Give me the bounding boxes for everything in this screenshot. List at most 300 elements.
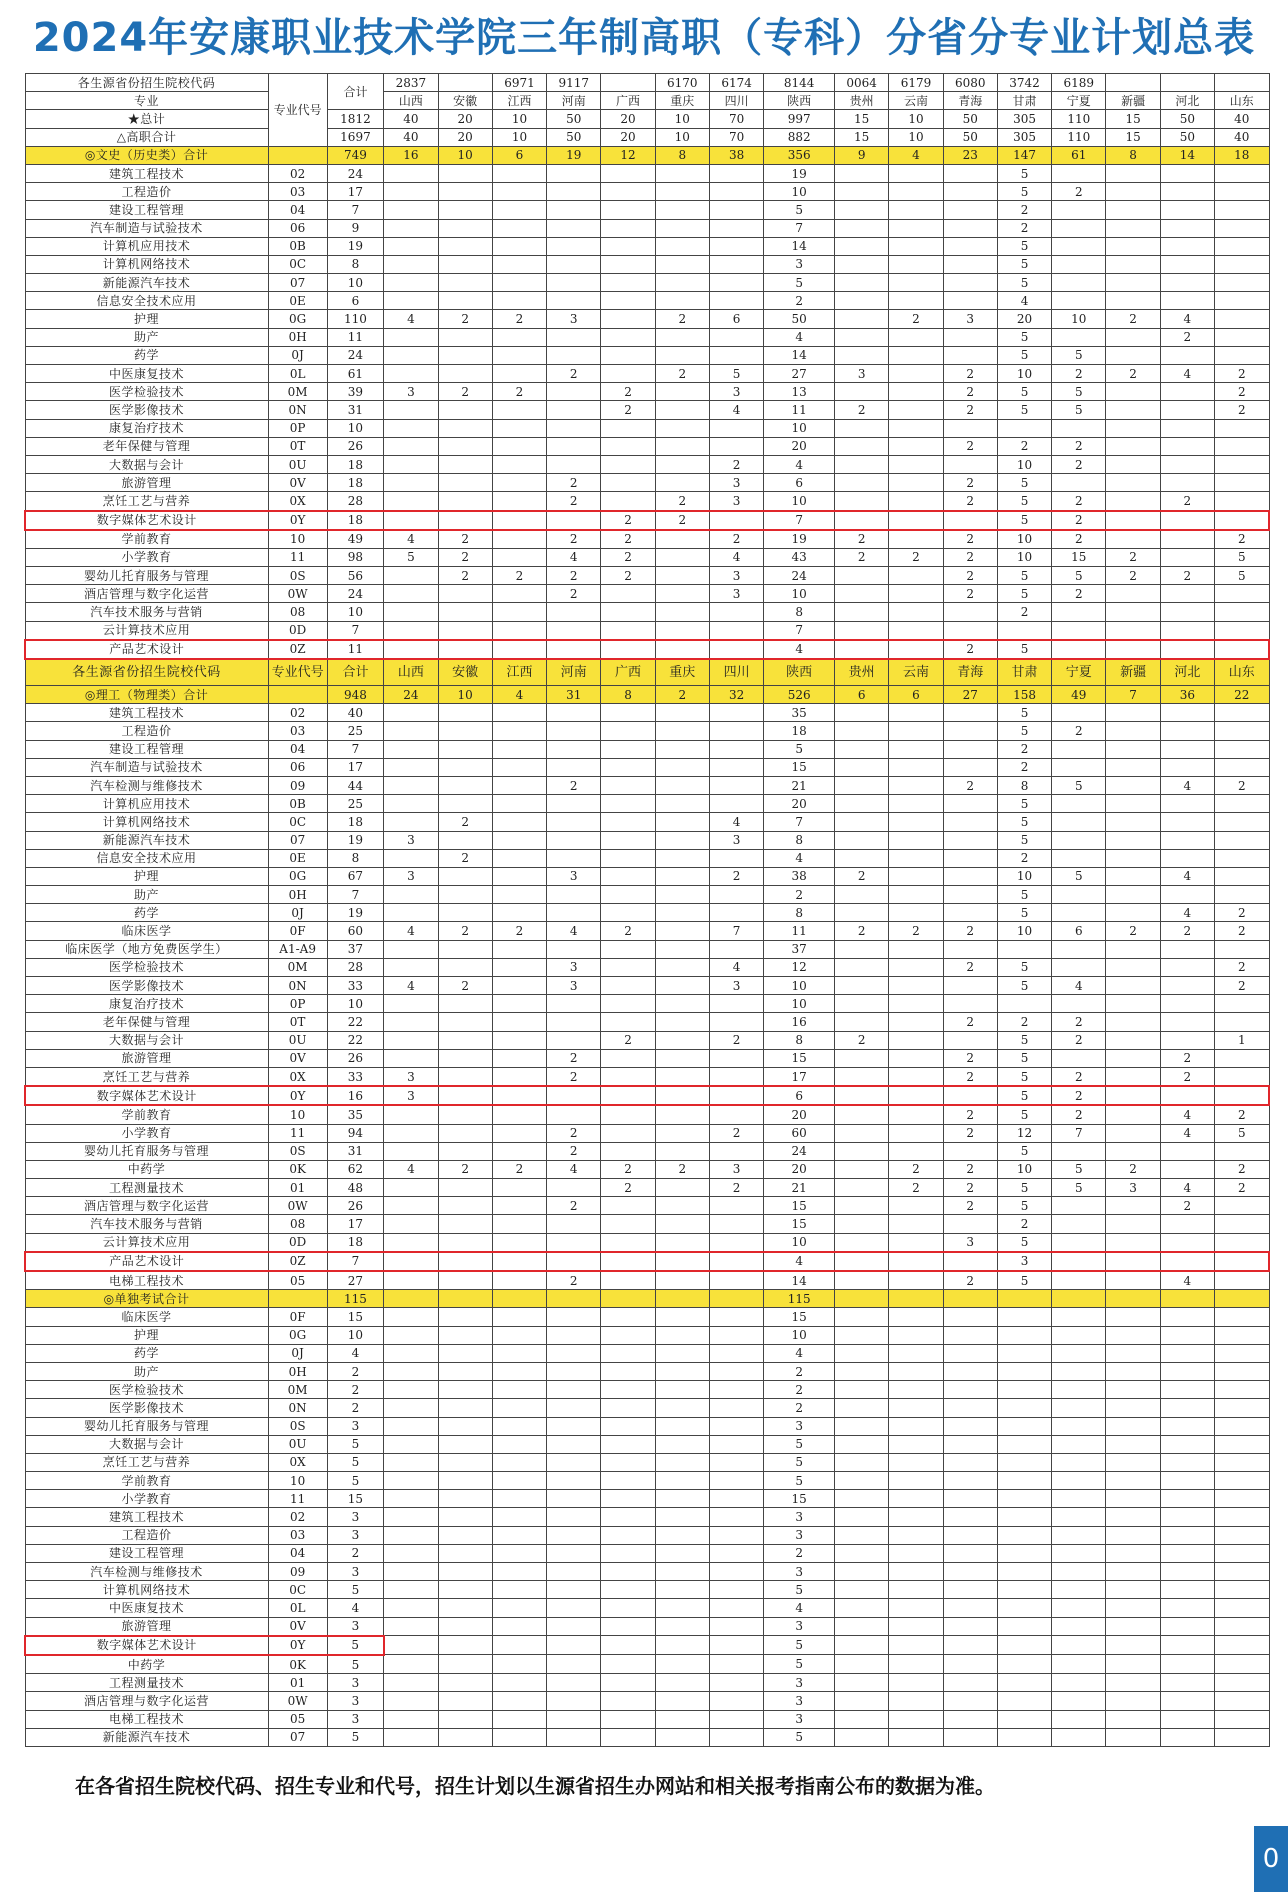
- plan-count-cell: [547, 201, 601, 219]
- vocational-total-cell: 10: [655, 128, 709, 146]
- plan-count-cell: 2: [943, 1049, 997, 1067]
- province-name-cell: 宁夏: [1052, 659, 1106, 686]
- plan-count-cell: [709, 1617, 763, 1636]
- plan-count-cell: 5: [997, 1271, 1051, 1290]
- province-code-cell: [601, 74, 655, 92]
- major-code-cell: 0C: [268, 1581, 327, 1599]
- plan-count-cell: [384, 585, 438, 603]
- plan-count-cell: 5: [997, 567, 1051, 585]
- plan-count-cell: 2: [1052, 455, 1106, 473]
- major-code-cell: 09: [268, 1563, 327, 1581]
- major-total-cell: 10: [327, 995, 384, 1013]
- plan-count-cell: [943, 237, 997, 255]
- plan-count-cell: [384, 740, 438, 758]
- plan-count-cell: [438, 585, 492, 603]
- plan-count-cell: [1160, 419, 1214, 437]
- plan-count-cell: [1106, 722, 1160, 740]
- plan-count-cell: [1215, 940, 1269, 958]
- plan-count-cell: 4: [1160, 776, 1214, 794]
- province-code-cell: [1215, 74, 1269, 92]
- major-code-cell: 03: [268, 1526, 327, 1544]
- plan-count-cell: [655, 1417, 709, 1435]
- province-name-cell: 广西: [601, 659, 655, 686]
- plan-count-cell: [601, 1617, 655, 1636]
- plan-count-cell: [1106, 1124, 1160, 1142]
- plan-count-cell: [943, 164, 997, 182]
- plan-count-cell: [655, 328, 709, 346]
- major-name-cell: 信息安全技术应用: [25, 849, 268, 867]
- plan-count-cell: [547, 1233, 601, 1252]
- plan-count-cell: [384, 455, 438, 473]
- plan-count-cell: 2: [438, 849, 492, 867]
- plan-count-cell: [492, 1617, 546, 1636]
- plan-count-cell: [384, 704, 438, 722]
- major-name-cell: 计算机网络技术: [25, 1581, 268, 1599]
- table-row: [25, 567, 1269, 585]
- plan-count-cell: [889, 401, 943, 419]
- plan-count-cell: [835, 585, 889, 603]
- province-code-cell: 3742: [997, 74, 1051, 92]
- major-name-cell: 建设工程管理: [25, 201, 268, 219]
- plan-count-cell: [835, 292, 889, 310]
- plan-count-cell: [601, 1581, 655, 1599]
- plan-count-cell: 2: [997, 437, 1051, 455]
- plan-count-cell: [1160, 219, 1214, 237]
- plan-count-cell: [655, 1655, 709, 1674]
- plan-count-cell: 16: [764, 1013, 835, 1031]
- plan-count-cell: [1160, 1563, 1214, 1581]
- plan-count-cell: 60: [764, 1124, 835, 1142]
- major-name-cell: 老年保健与管理: [25, 1013, 268, 1031]
- grand-total-cell: 305: [997, 110, 1051, 128]
- plan-count-cell: 2: [835, 401, 889, 419]
- major-name-cell: 临床医学（地方免费医学生）: [25, 940, 268, 958]
- plan-count-cell: [1106, 492, 1160, 511]
- plan-count-cell: [601, 1655, 655, 1674]
- plan-count-cell: [997, 1710, 1051, 1728]
- province-code-cell: 6971: [492, 74, 546, 92]
- table-row: [25, 813, 1269, 831]
- plan-count-cell: 8: [997, 776, 1051, 794]
- plan-count-cell: 2: [1052, 722, 1106, 740]
- plan-count-cell: [438, 740, 492, 758]
- province-code-cell: 9117: [547, 74, 601, 92]
- plan-count-cell: [835, 474, 889, 492]
- plan-count-cell: 4: [1160, 365, 1214, 383]
- plan-count-cell: [1106, 849, 1160, 867]
- plan-count-cell: [384, 1252, 438, 1271]
- plan-count-cell: 2: [1106, 365, 1160, 383]
- major-name-cell: 汽车技术服务与营销: [25, 1215, 268, 1233]
- plan-count-cell: [655, 548, 709, 566]
- major-total-cell: 2: [327, 1362, 384, 1380]
- plan-count-cell: [438, 1326, 492, 1344]
- plan-count-cell: [889, 201, 943, 219]
- plan-count-cell: 2: [1106, 922, 1160, 940]
- plan-count-cell: [1160, 603, 1214, 621]
- plan-count-cell: 2: [1215, 958, 1269, 976]
- plan-count-cell: [889, 1435, 943, 1453]
- plan-count-cell: [997, 1490, 1051, 1508]
- plan-count-cell: 2: [764, 886, 835, 904]
- plan-count-cell: [1215, 849, 1269, 867]
- plan-count-cell: [492, 292, 546, 310]
- plan-count-cell: [1215, 1453, 1269, 1471]
- plan-count-cell: [1106, 274, 1160, 292]
- plan-count-cell: [889, 1124, 943, 1142]
- plan-count-cell: [835, 1086, 889, 1105]
- plan-count-cell: [835, 1233, 889, 1252]
- plan-count-cell: [601, 831, 655, 849]
- major-total-cell: 2: [327, 1381, 384, 1399]
- plan-count-cell: [438, 1710, 492, 1728]
- plan-count-cell: 10: [1052, 310, 1106, 328]
- plan-count-cell: [1106, 740, 1160, 758]
- plan-count-cell: 2: [547, 492, 601, 511]
- plan-count-cell: 2: [764, 1362, 835, 1380]
- plan-count-cell: [943, 1308, 997, 1326]
- table-row: [25, 492, 1269, 511]
- plan-count-cell: [438, 201, 492, 219]
- grand-total-cell: 40: [384, 110, 438, 128]
- plan-count-cell: [601, 722, 655, 740]
- major-code-cell: 0L: [268, 365, 327, 383]
- plan-count-cell: 3: [835, 365, 889, 383]
- plan-count-cell: [709, 1508, 763, 1526]
- plan-count-cell: 7: [709, 922, 763, 940]
- plan-count-cell: [835, 940, 889, 958]
- major-name-cell: 护理: [25, 310, 268, 328]
- plan-count-cell: [384, 1563, 438, 1581]
- table-row: [25, 1490, 1269, 1508]
- plan-count-cell: [601, 867, 655, 885]
- plan-count-cell: [1160, 585, 1214, 603]
- plan-count-cell: 2: [492, 567, 546, 585]
- plan-count-cell: 4: [764, 328, 835, 346]
- plan-count-cell: 24: [764, 1142, 835, 1160]
- plan-count-cell: [1052, 1435, 1106, 1453]
- major-name-cell: 学前教育: [25, 1472, 268, 1490]
- plan-count-cell: [835, 201, 889, 219]
- plan-count-cell: [835, 1674, 889, 1692]
- plan-count-cell: [655, 1526, 709, 1544]
- plan-count-cell: [889, 776, 943, 794]
- grand-total-label: ★总计: [25, 110, 268, 128]
- plan-count-cell: [1106, 1563, 1160, 1581]
- major-total-cell: 48: [327, 1179, 384, 1197]
- major-total-cell: 10: [327, 1326, 384, 1344]
- plan-count-cell: [889, 255, 943, 273]
- plan-count-cell: [943, 849, 997, 867]
- plan-count-cell: [601, 437, 655, 455]
- plan-count-cell: 2: [997, 740, 1051, 758]
- plan-count-cell: [655, 1142, 709, 1160]
- plan-count-cell: [835, 1399, 889, 1417]
- plan-count-cell: [1160, 621, 1214, 640]
- plan-count-cell: [943, 292, 997, 310]
- plan-count-cell: [547, 1381, 601, 1399]
- plan-count-cell: [1106, 401, 1160, 419]
- plan-count-cell: [601, 1233, 655, 1252]
- section-total-cell: 31: [547, 686, 601, 704]
- plan-count-cell: [835, 1490, 889, 1508]
- table-row: [25, 383, 1269, 401]
- plan-count-cell: [384, 813, 438, 831]
- plan-count-cell: [1052, 995, 1106, 1013]
- plan-count-cell: [1215, 419, 1269, 437]
- plan-count-cell: [655, 1344, 709, 1362]
- plan-count-cell: 14: [764, 237, 835, 255]
- table-row: [25, 1124, 1269, 1142]
- plan-count-cell: [1052, 1271, 1106, 1290]
- plan-count-cell: [492, 1636, 546, 1655]
- plan-count-cell: [438, 1544, 492, 1562]
- plan-count-cell: [889, 292, 943, 310]
- plan-count-cell: 7: [1052, 1124, 1106, 1142]
- plan-count-cell: 2: [943, 437, 997, 455]
- plan-count-cell: [1160, 758, 1214, 776]
- plan-count-cell: [1160, 548, 1214, 566]
- plan-count-cell: [1215, 328, 1269, 346]
- plan-count-cell: [889, 1399, 943, 1417]
- plan-count-cell: 7: [764, 219, 835, 237]
- plan-count-cell: [1160, 704, 1214, 722]
- plan-count-cell: [835, 704, 889, 722]
- plan-count-cell: [709, 1674, 763, 1692]
- plan-count-cell: [438, 511, 492, 530]
- plan-count-cell: 3: [764, 1526, 835, 1544]
- province-name-cell: 河南: [547, 92, 601, 110]
- plan-count-cell: [492, 1381, 546, 1399]
- major-code-cell: 11: [268, 548, 327, 566]
- major-name-cell: 建设工程管理: [25, 1544, 268, 1562]
- plan-count-cell: [1106, 886, 1160, 904]
- plan-count-cell: [835, 1381, 889, 1399]
- plan-count-cell: 4: [764, 849, 835, 867]
- plan-count-cell: 43: [764, 548, 835, 566]
- plan-count-cell: [709, 603, 763, 621]
- major-total-cell: 110: [327, 310, 384, 328]
- plan-count-cell: [384, 511, 438, 530]
- plan-count-cell: 2: [889, 548, 943, 566]
- major-total-cell: 25: [327, 795, 384, 813]
- table-row: [25, 1435, 1269, 1453]
- plan-count-cell: [492, 621, 546, 640]
- plan-count-cell: 2: [1215, 383, 1269, 401]
- plan-count-cell: [835, 1417, 889, 1435]
- plan-count-cell: [1052, 621, 1106, 640]
- plan-count-cell: [1106, 795, 1160, 813]
- plan-count-cell: [889, 1599, 943, 1617]
- plan-count-cell: [709, 1728, 763, 1746]
- plan-count-cell: [655, 455, 709, 473]
- major-total-cell: 3: [327, 1526, 384, 1544]
- plan-count-cell: [655, 1308, 709, 1326]
- province-name-cell: 江西: [492, 659, 546, 686]
- plan-count-cell: 2: [601, 401, 655, 419]
- plan-count-cell: [1106, 1581, 1160, 1599]
- plan-count-cell: [709, 437, 763, 455]
- plan-count-cell: 2: [547, 567, 601, 585]
- plan-count-cell: [997, 621, 1051, 640]
- major-code-cell: 0Y: [268, 511, 327, 530]
- plan-count-cell: [1215, 621, 1269, 640]
- major-code-cell: 11: [268, 1490, 327, 1508]
- plan-count-cell: [655, 255, 709, 273]
- plan-count-cell: [835, 1252, 889, 1271]
- plan-count-cell: 14: [764, 1271, 835, 1290]
- plan-count-cell: [438, 640, 492, 659]
- plan-count-cell: 3: [709, 492, 763, 511]
- plan-count-cell: [492, 492, 546, 511]
- plan-count-cell: 2: [943, 548, 997, 566]
- plan-count-cell: [601, 813, 655, 831]
- plan-count-cell: [655, 704, 709, 722]
- table-row: [25, 758, 1269, 776]
- plan-count-cell: [709, 1581, 763, 1599]
- plan-count-cell: 2: [1215, 365, 1269, 383]
- table-row: [25, 1252, 1269, 1271]
- plan-count-cell: [1106, 255, 1160, 273]
- plan-count-cell: 3: [943, 310, 997, 328]
- plan-count-cell: [943, 977, 997, 995]
- plan-count-cell: [835, 1526, 889, 1544]
- plan-count-cell: [1052, 1563, 1106, 1581]
- major-name-cell: 临床医学: [25, 922, 268, 940]
- plan-count-cell: [655, 1233, 709, 1252]
- plan-count-cell: [1160, 1233, 1214, 1252]
- plan-count-cell: [655, 164, 709, 182]
- plan-count-cell: 4: [547, 922, 601, 940]
- plan-count-cell: [655, 1215, 709, 1233]
- plan-count-cell: [835, 886, 889, 904]
- plan-table: [24, 73, 1270, 1747]
- major-name-cell: 药学: [25, 1344, 268, 1362]
- plan-count-cell: [492, 255, 546, 273]
- plan-count-cell: [601, 237, 655, 255]
- plan-count-cell: [1106, 1362, 1160, 1380]
- plan-count-cell: [1215, 492, 1269, 511]
- plan-count-cell: [601, 1692, 655, 1710]
- plan-count-cell: [655, 274, 709, 292]
- plan-count-cell: 2: [492, 383, 546, 401]
- plan-count-cell: [655, 1399, 709, 1417]
- plan-count-cell: 15: [764, 1215, 835, 1233]
- plan-count-cell: [492, 603, 546, 621]
- plan-count-cell: [1052, 1142, 1106, 1160]
- plan-count-cell: [1160, 1417, 1214, 1435]
- plan-count-cell: [889, 365, 943, 383]
- plan-count-cell: [438, 437, 492, 455]
- plan-count-cell: 2: [601, 383, 655, 401]
- plan-count-cell: [384, 1472, 438, 1490]
- plan-count-cell: 2: [1215, 530, 1269, 549]
- plan-count-cell: 3: [709, 977, 763, 995]
- plan-count-cell: [492, 1526, 546, 1544]
- plan-count-cell: [547, 640, 601, 659]
- plan-count-cell: [943, 1252, 997, 1271]
- plan-count-cell: 3: [547, 958, 601, 976]
- major-name-cell: 酒店管理与数字化运营: [25, 585, 268, 603]
- plan-count-cell: [547, 1472, 601, 1490]
- plan-count-cell: [1106, 1526, 1160, 1544]
- header-major-code-label: 专业代号: [268, 659, 327, 686]
- plan-count-cell: [1215, 758, 1269, 776]
- major-name-cell: 云计算技术应用: [25, 1233, 268, 1252]
- plan-count-cell: [709, 1435, 763, 1453]
- section-total-cell: 27: [943, 686, 997, 704]
- plan-count-cell: 2: [492, 1160, 546, 1178]
- plan-count-cell: [1215, 1581, 1269, 1599]
- plan-count-cell: [1215, 201, 1269, 219]
- plan-count-cell: [709, 1692, 763, 1710]
- plan-count-cell: 11: [764, 922, 835, 940]
- plan-count-cell: 5: [997, 1179, 1051, 1197]
- major-total-cell: 4: [327, 1344, 384, 1362]
- major-code-cell: 04: [268, 1544, 327, 1562]
- section-total-cell: 115: [327, 1290, 384, 1308]
- major-code-cell: 0M: [268, 383, 327, 401]
- section-total-cell: 4: [889, 146, 943, 164]
- plan-count-cell: 4: [764, 1252, 835, 1271]
- plan-count-cell: [1106, 940, 1160, 958]
- plan-count-cell: 2: [1052, 1067, 1106, 1086]
- footnote: 在各省招生院校代码、招生专业和代号，招生计划以生源省招生办网站和相关报考指南公布的数据为准。: [75, 1774, 995, 1798]
- plan-count-cell: [384, 567, 438, 585]
- plan-count-cell: [835, 1728, 889, 1746]
- major-total-cell: 3: [327, 1674, 384, 1692]
- plan-count-cell: 2: [655, 1160, 709, 1178]
- plan-count-cell: 5: [997, 977, 1051, 995]
- plan-count-cell: 4: [384, 1160, 438, 1178]
- plan-count-cell: [438, 1271, 492, 1290]
- plan-count-cell: [943, 1417, 997, 1435]
- major-total-cell: 7: [327, 886, 384, 904]
- plan-count-cell: [655, 1728, 709, 1746]
- plan-count-cell: [384, 219, 438, 237]
- plan-count-cell: 10: [997, 867, 1051, 885]
- plan-count-cell: [384, 1710, 438, 1728]
- table-row: [25, 831, 1269, 849]
- plan-count-cell: [547, 621, 601, 640]
- plan-count-cell: [601, 183, 655, 201]
- section-total-cell: 8: [655, 146, 709, 164]
- major-total-cell: 26: [327, 1049, 384, 1067]
- plan-count-cell: 24: [764, 567, 835, 585]
- major-total-cell: 18: [327, 1233, 384, 1252]
- plan-count-cell: [1160, 1599, 1214, 1617]
- table-row: [25, 1508, 1269, 1526]
- major-total-cell: 18: [327, 455, 384, 473]
- plan-count-cell: [655, 1581, 709, 1599]
- plan-count-cell: [709, 237, 763, 255]
- table-row: [25, 419, 1269, 437]
- table-row: [25, 310, 1269, 328]
- plan-count-cell: [943, 1581, 997, 1599]
- plan-count-cell: [1052, 1526, 1106, 1544]
- plan-count-cell: [492, 1490, 546, 1508]
- plan-count-cell: [438, 904, 492, 922]
- plan-count-cell: 3: [547, 310, 601, 328]
- section-total-cell: 8: [1106, 146, 1160, 164]
- plan-count-cell: [438, 795, 492, 813]
- major-code-cell: 03: [268, 183, 327, 201]
- plan-count-cell: [835, 1308, 889, 1326]
- plan-count-cell: [384, 365, 438, 383]
- plan-count-cell: 21: [764, 1179, 835, 1197]
- plan-count-cell: [492, 1142, 546, 1160]
- plan-count-cell: [601, 365, 655, 383]
